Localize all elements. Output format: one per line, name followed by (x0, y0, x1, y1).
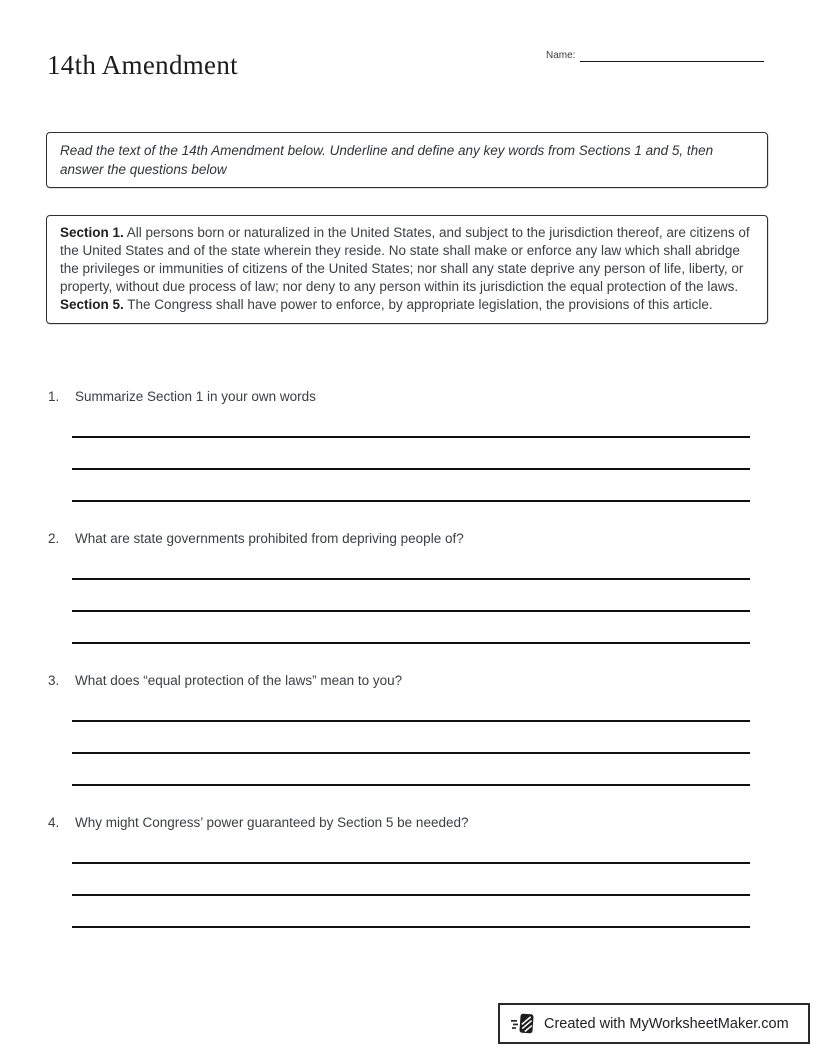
questions-list (46, 388, 768, 956)
question-item-2 (46, 530, 768, 644)
question-number: 2. (48, 531, 60, 546)
answer-line (72, 894, 750, 896)
question-text: What does “equal protection of the laws” mean to you? (75, 673, 403, 688)
credit-text: Created with MyWorksheetMaker.com (544, 1015, 789, 1032)
section-5-label: Section 5. (60, 296, 124, 312)
question-row (46, 814, 768, 832)
section-1-label: Section 1. (60, 225, 124, 240)
answer-lines (72, 720, 750, 786)
name-field (546, 49, 764, 62)
worksheet-maker-logo-icon (511, 1011, 537, 1037)
question-row (46, 388, 768, 406)
question-item-3 (46, 672, 768, 786)
answer-line (72, 862, 750, 864)
answer-lines (72, 436, 750, 502)
answer-line (72, 468, 750, 470)
section-1-text: All persons born or naturalized in the United States, and subject to the jurisdiction thereof, are citizens of the United States and of the state wherein they reside. No state shall make or enforce any law which shall abridge the privileges or immunities of citizens of the United States; nor shall any state deprive any person of life, liberty, or property, without due process of law; nor deny to any person within its jurisdiction the equal protection of the laws. (60, 225, 750, 294)
answer-line (72, 784, 750, 786)
answer-line (72, 436, 750, 438)
passage-section-1 (60, 224, 754, 296)
section-5-text: The Congress shall have power to enforce, by appropriate legislation, the provisions of this article. (127, 296, 713, 312)
question-number: 4. (48, 815, 60, 830)
name-label: Name: (546, 50, 576, 61)
answer-line (72, 720, 750, 722)
answer-line (72, 610, 750, 612)
question-text: Summarize Section 1 in your own words (75, 389, 316, 404)
question-row (46, 530, 768, 548)
question-item-4 (46, 814, 768, 928)
answer-lines (72, 862, 750, 928)
instructions-box (46, 132, 768, 188)
question-number: 3. (48, 673, 60, 688)
answer-line (72, 926, 750, 928)
question-number: 1. (48, 389, 60, 404)
answer-lines (72, 578, 750, 644)
passage-box (46, 215, 768, 324)
passage-section-5 (60, 296, 754, 314)
question-text: What are state governments prohibited from depriving people of? (75, 531, 464, 546)
question-row (46, 672, 768, 690)
answer-line (72, 500, 750, 502)
question-item-1 (46, 388, 768, 502)
page-title: 14th Amendment (47, 50, 238, 80)
name-blank-line (580, 49, 764, 62)
answer-line (72, 752, 750, 754)
question-text: Why might Congress’ power guaranteed by Section 5 be needed? (75, 815, 469, 830)
answer-line (72, 642, 750, 644)
credit-badge[interactable] (498, 1003, 810, 1044)
instructions-text: Read the text of the 14th Amendment below. Underline and define any key words from Sections 1 and 5, then answer the questions below (60, 143, 714, 177)
answer-line (72, 578, 750, 580)
